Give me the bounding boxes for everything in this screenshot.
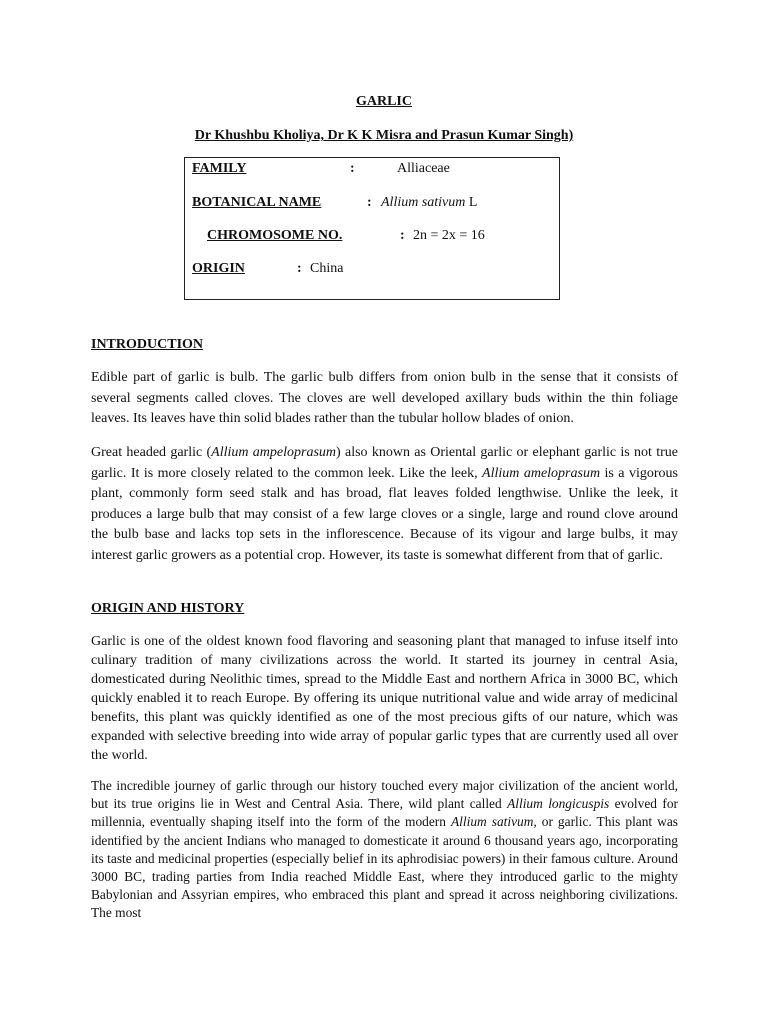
botanical-value-suffix: L bbox=[468, 195, 478, 210]
intro-p2-text-c: ) also known as Oriental garlic or elephant garlic is not true garlic. It is more closely related to the common leek. Like the leek, bbox=[91, 445, 679, 481]
botanical-label: BOTANICAL NAME bbox=[192, 195, 322, 210]
botanical-separator: : bbox=[367, 195, 372, 210]
intro-p2-text-e: is a vigorous plant, commonly form seed stalk and has broad, flat leaves folded lengthwise. Unlike the leek, it produces a large bulb that may consist of a few large cloves or a single, large and round clove around the bulb base and lacks top sets in the inflorescence. Because of its vigour and large bulbs, it may interest garlic growers as a potential crop. However, its taste is somewhat different from that of garlic. bbox=[91, 465, 678, 563]
info-box bbox=[184, 157, 560, 300]
intro-p2-species-1: Allium ampeloprasum bbox=[211, 445, 337, 460]
history-p2-text-e: or garlic. This plant was identified by the ancient Indians who managed to domesticate it around 6 thousand years ago, incorporating its taste and medicinal properties (especially belief in its aphrodisiac powers) in their famous culture. Around 3000 BC, trading parties from India reached Middle East, where they introduced garlic to the mighty Babylonian and Assyrian empires, who embraced this plant and spread it across neighboring civilizations. The most bbox=[91, 814, 678, 921]
history-p2-species-2: Allium sativum, bbox=[451, 814, 537, 830]
family-separator: : bbox=[350, 161, 355, 176]
origin-value: China bbox=[310, 261, 344, 276]
origin-history-heading: ORIGIN AND HISTORY bbox=[91, 601, 245, 616]
chromosome-row bbox=[207, 228, 342, 244]
intro-p2-text-a: Great headed garlic ( bbox=[91, 445, 212, 460]
history-p2-species-1: Allium longicuspis bbox=[507, 796, 610, 812]
family-label: FAMILY bbox=[192, 161, 247, 176]
origin-row bbox=[192, 261, 245, 277]
chromosome-separator: : bbox=[400, 228, 405, 243]
intro-p2-species-2: Allium ameloprasum bbox=[482, 465, 601, 481]
origin-label: ORIGIN bbox=[192, 261, 245, 276]
origin-separator: : bbox=[297, 261, 302, 276]
history-p2-text-a: The incredible journey of garlic through our history touched every major civilization of the ancient world, but its true origins lie in West and Central Asia. There, wild plant called bbox=[91, 778, 678, 812]
botanical-row bbox=[192, 195, 321, 211]
introduction-heading: INTRODUCTION bbox=[91, 337, 204, 352]
origin-history-paragraph-2 bbox=[91, 777, 678, 923]
document-title: GARLIC bbox=[355, 94, 412, 109]
origin-history-paragraph-1: Garlic is one of the oldest known food flavoring and seasoning plant that managed to infuse itself into culinary tradition of many civilizations across the world. It started its journey in central Asia, domesticated during Neolithic times, spread to the Middle East and northern Africa in 3000 BC, which quickly enabled it to reach Europe. By offering its unique nutritional value and wide array of medicinal benefits, this plant was quickly identified as one of the most precious gifts of our nature, which was expanded with selective breeding into wide array of popular garlic types that are currently used all over the world. bbox=[91, 634, 678, 763]
botanical-value bbox=[381, 195, 477, 211]
family-value: Alliaceae bbox=[397, 161, 450, 176]
chromosome-label: CHROMOSOME NO. bbox=[207, 228, 343, 243]
botanical-value-italic: Allium sativum bbox=[381, 195, 466, 210]
introduction-paragraph-1: Edible part of garlic is bulb. The garlic bulb differs from onion bulb in the sense that it consists of several segments called cloves. The cloves are well developed axillary buds within the thin foliage leaves. Its leaves have thin solid blades rather than the tubular hollow blades of onion. bbox=[91, 370, 678, 426]
history-p2-text-c: evolved for millennia, eventually shaping itself into the form of the modern bbox=[91, 796, 678, 830]
family-row bbox=[192, 161, 246, 177]
document-authors: Dr Khushbu Kholiya, Dr K K Misra and Prasun Kumar Singh) bbox=[194, 128, 574, 143]
introduction-paragraph-2 bbox=[91, 443, 678, 566]
chromosome-value: 2n = 2x = 16 bbox=[413, 228, 485, 243]
